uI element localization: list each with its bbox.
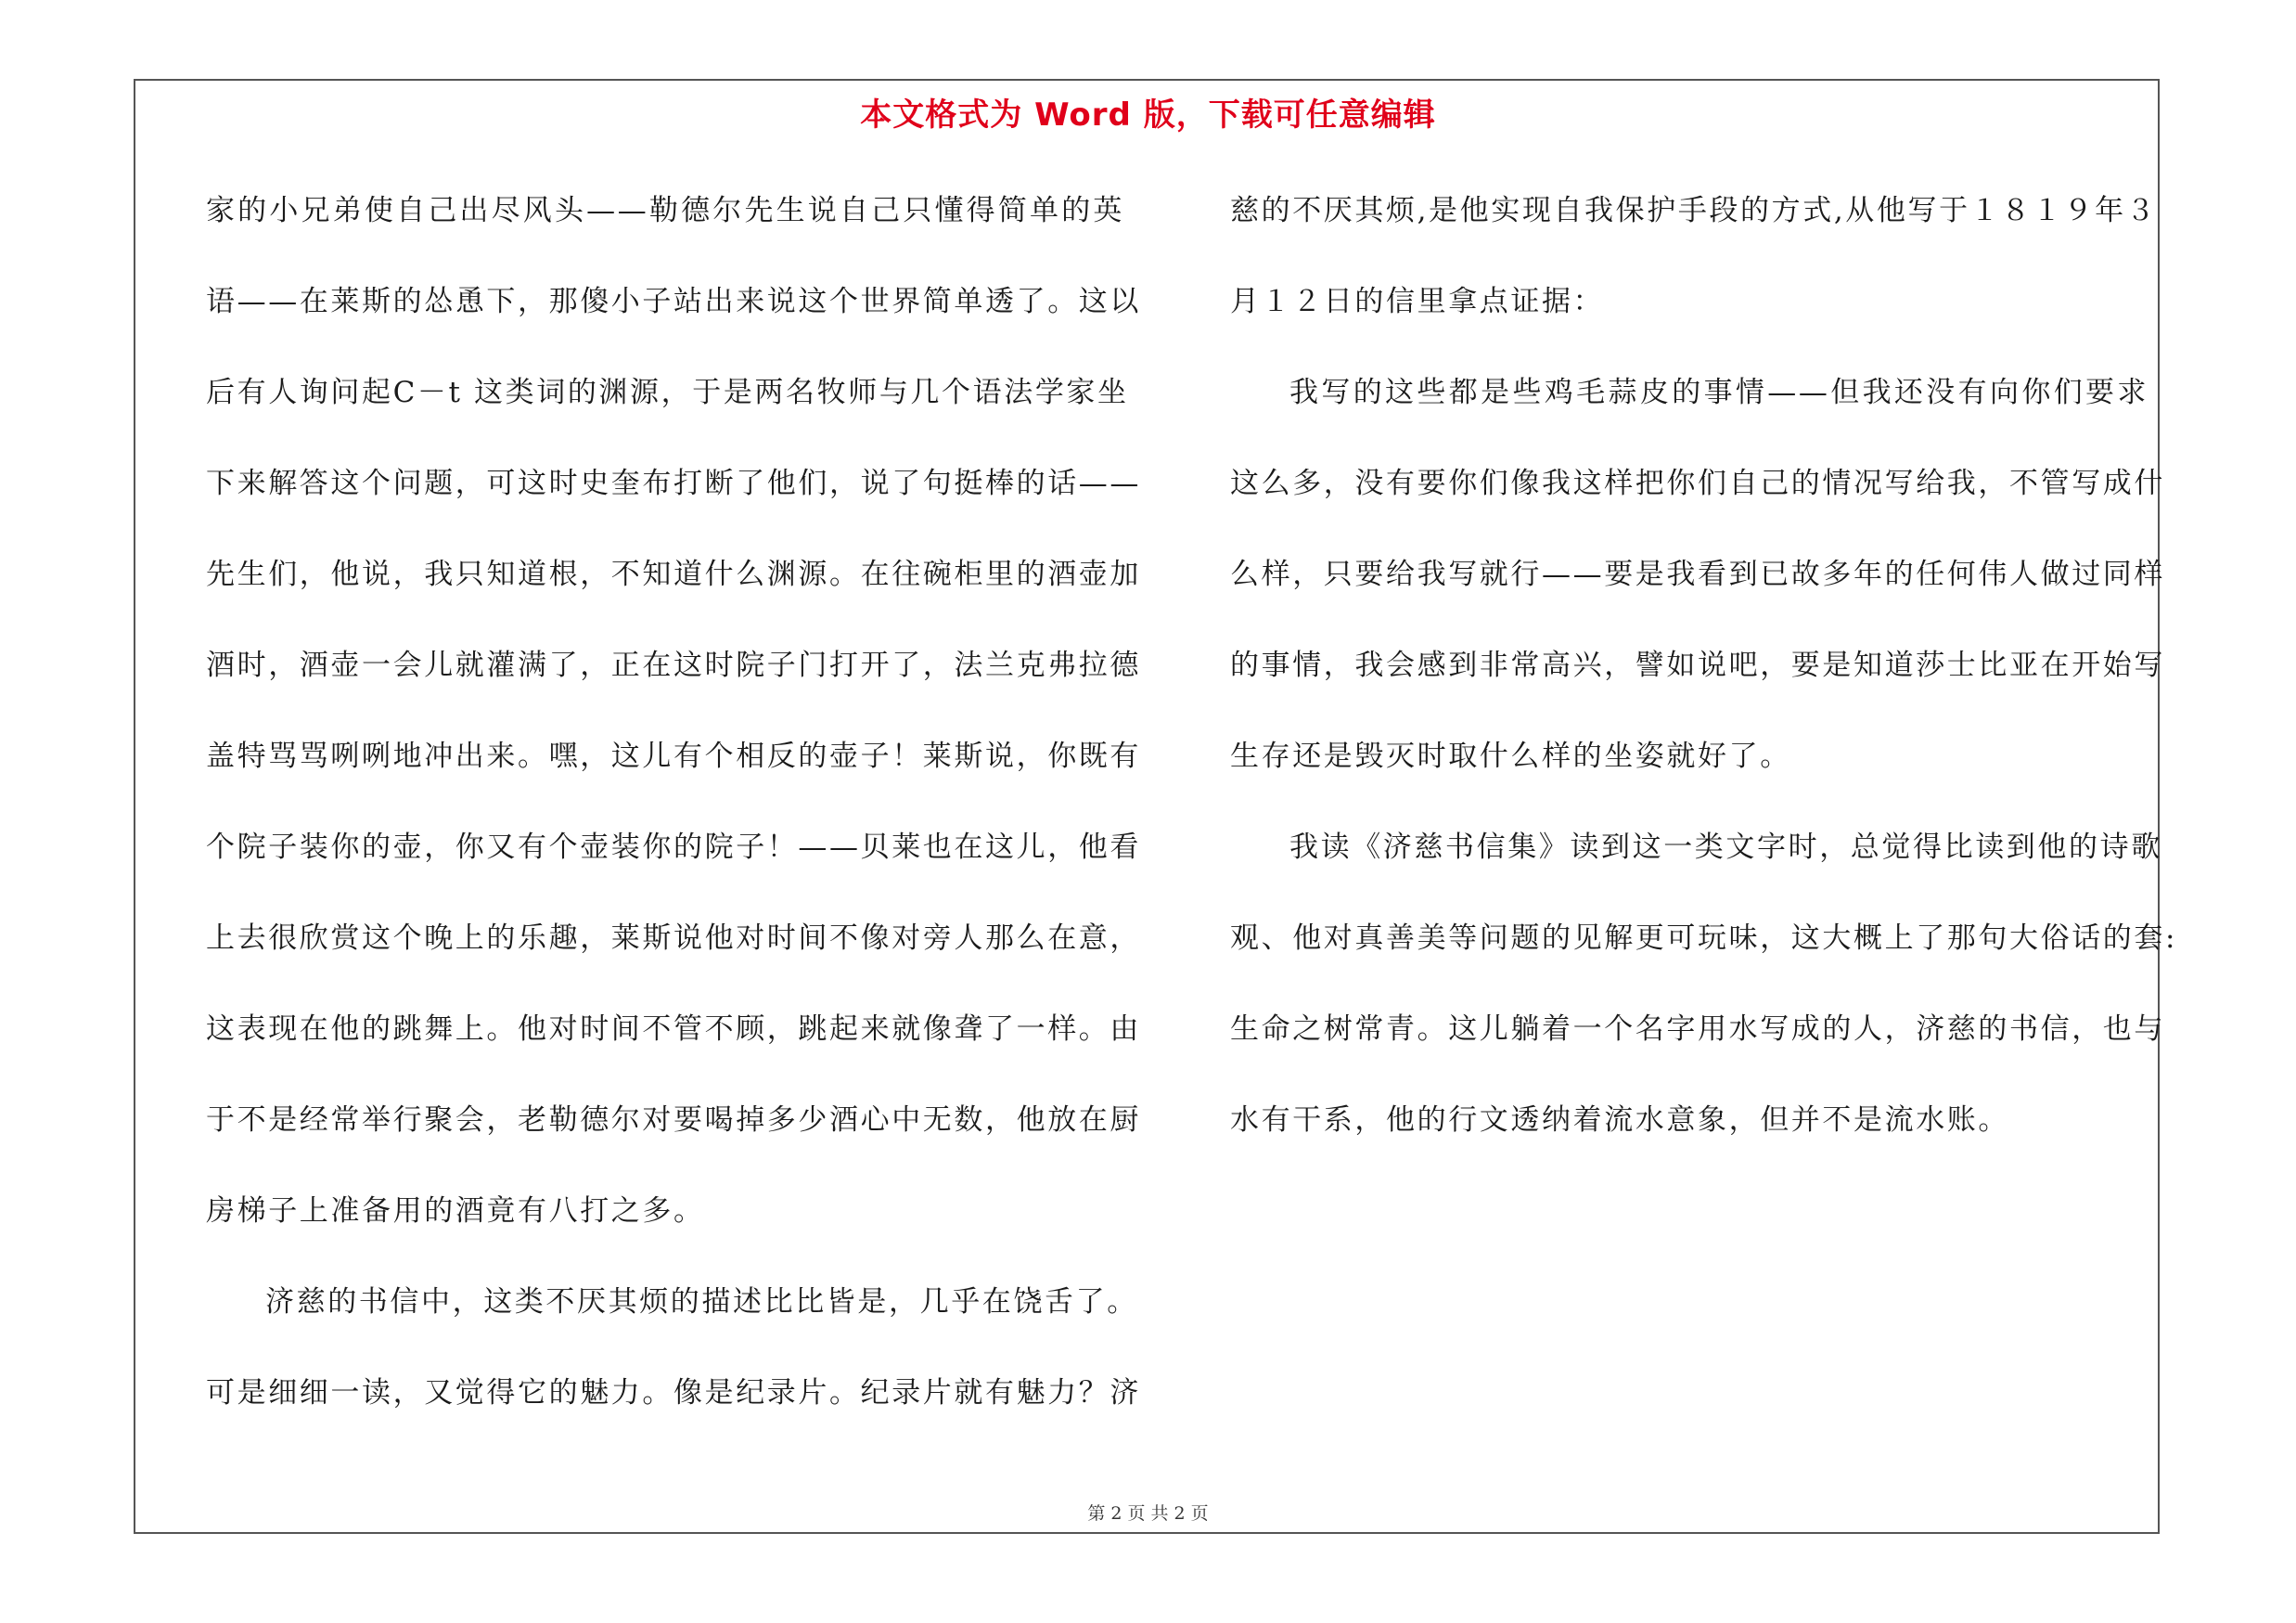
text-line: 后有人询问起C－t 这类词的渊源，于是两名牧师与几个语法学家坐	[206, 376, 1129, 409]
format-banner: 本文格式为 Word 版，下载可任意编辑	[860, 97, 1436, 134]
text-line: 先生们，他说，我只知道根，不知道什么渊源。在往碗柜里的酒壶加	[206, 558, 1141, 591]
text-line: 么样，只要给我写就行——要是我看到已故多年的任何伟人做过同样	[1230, 558, 2165, 591]
text-line: 这表现在他的跳舞上。他对时间不管不顾，跳起来就像聋了一样。由	[206, 1012, 1141, 1046]
text-line: 家的小兄弟使自己出尽风头——勒德尔先生说自己只懂得简单的英	[206, 194, 1124, 227]
text-line: 可是细细一读，又觉得它的魅力。像是纪录片。纪录片就有魅力？济	[206, 1376, 1141, 1410]
text-line: 下来解答这个问题，可这时史奎布打断了他们，说了句挺棒的话——	[206, 467, 1141, 500]
text-line: 个院子装你的壶，你又有个壶装你的院子！——贝莱也在这儿，他看	[206, 831, 1141, 864]
text-line: 观、他对真善美等问题的见解更可玩味，这大概上了那句大俗话的套:	[1230, 921, 2178, 955]
text-line: 我读《济慈书信集》读到这一类文字时，总觉得比读到他的诗歌	[1289, 831, 2162, 864]
text-line: 生存还是毁灭时取什么样的坐姿就好了。	[1230, 740, 1791, 773]
text-line: 月１２日的信里拿点证据：	[1230, 285, 1605, 318]
text-line: 盖特骂骂咧咧地冲出来。嘿，这儿有个相反的壶子！莱斯说，你既有	[206, 740, 1141, 773]
text-line: 慈的不厌其烦,是他实现自我保护手段的方式,从他写于１８１９年３	[1230, 194, 2158, 227]
right-text-column	[1230, 182, 2178, 1182]
text-line: 房梯子上准备用的酒竟有八打之多。	[206, 1194, 705, 1228]
text-line: 酒时，酒壶一会儿就灌满了，正在这时院子门打开了，法兰克弗拉德	[206, 649, 1141, 682]
text-line: 的事情，我会感到非常高兴，譬如说吧，要是知道莎士比亚在开始写	[1230, 649, 2165, 682]
text-line: 于不是经常举行聚会，老勒德尔对要喝掉多少酒心中无数，他放在厨	[206, 1103, 1141, 1137]
text-line: 上去很欣赏这个晚上的乐趣，莱斯说他对时间不像对旁人那么在意，	[206, 921, 1141, 955]
text-line: 水有干系，他的行文透纳着流水意象，但并不是流水账。	[1230, 1103, 2009, 1137]
text-line: 语——在莱斯的怂恿下，那傻小子站出来说这个世界简单透了。这以	[206, 285, 1141, 318]
left-text-column	[206, 182, 1141, 1455]
text-line: 我写的这些都是些鸡毛蒜皮的事情——但我还没有向你们要求	[1289, 376, 2148, 409]
text-line: 生命之树常青。这儿躺着一个名字用水写成的人，济慈的书信，也与	[1230, 1012, 2165, 1046]
page-number-footer: 第 2 页 共 2 页	[1087, 1503, 1209, 1524]
text-line: 这么多，没有要你们像我这样把你们自己的情况写给我，不管写成什	[1230, 467, 2165, 500]
text-line: 济慈的书信中，这类不厌其烦的描述比比皆是，几乎在饶舌了。	[265, 1285, 1138, 1319]
